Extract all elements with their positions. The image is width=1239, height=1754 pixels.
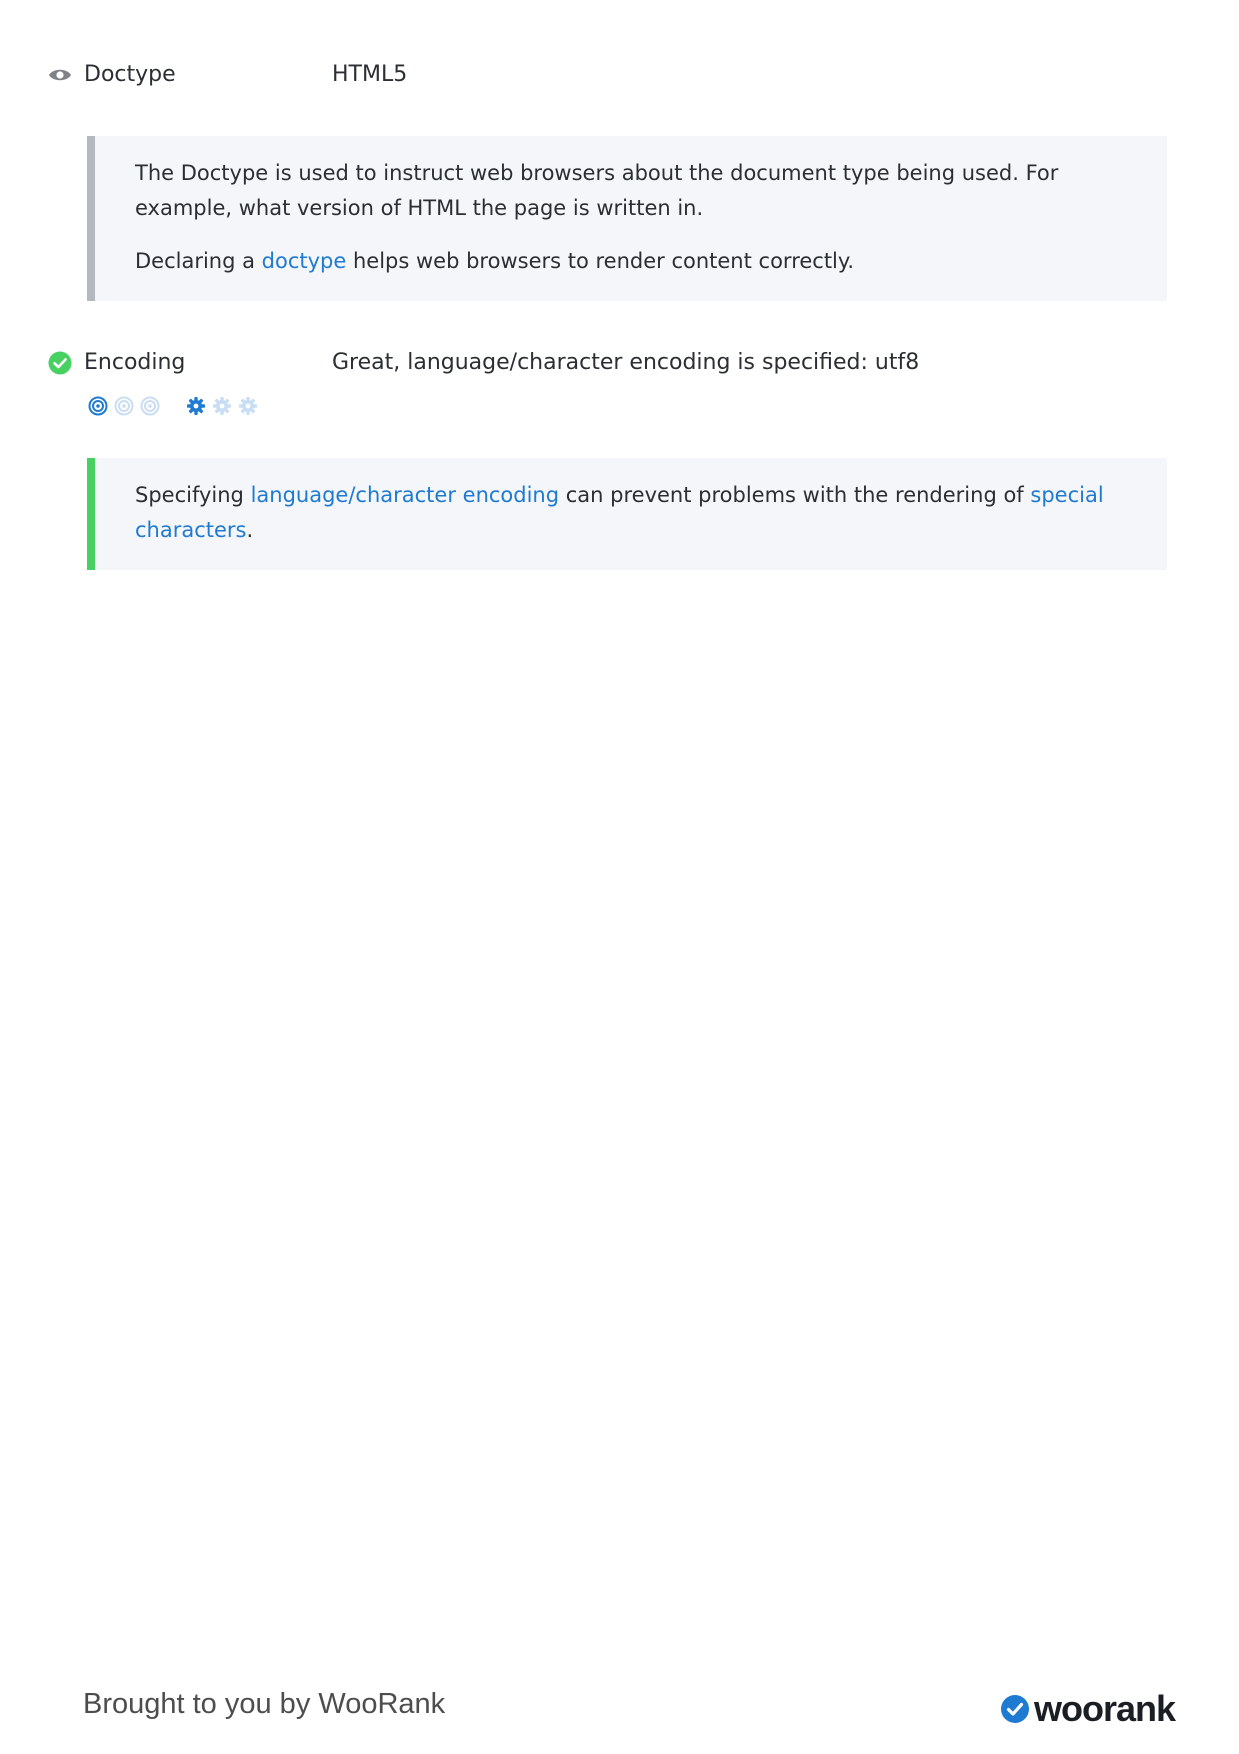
encoding-ratings xyxy=(88,396,258,416)
doctype-link[interactable]: doctype xyxy=(261,249,347,273)
check-circle-icon xyxy=(48,351,72,375)
doctype-info-paragraph-2 xyxy=(135,244,1127,279)
doctype-label: Doctype xyxy=(84,62,176,87)
eye-icon xyxy=(48,63,72,87)
target-icon xyxy=(114,396,134,416)
target-icon xyxy=(88,396,108,416)
encoding-text-after: . xyxy=(246,518,254,542)
encoding-label: Encoding xyxy=(84,350,186,375)
woorank-check-icon xyxy=(1000,1694,1030,1724)
footer-credit: Brought to you by WooRank xyxy=(83,1688,446,1720)
encoding-info-panel xyxy=(87,458,1167,570)
encoding-info-paragraph xyxy=(135,478,1127,548)
encoding-text-before: Specifying xyxy=(135,483,251,507)
gear-icon xyxy=(238,396,258,416)
doctype-text-after: helps web browsers to render content correctly. xyxy=(346,249,855,273)
encoding-value: Great, language/character encoding is specified: utf8 xyxy=(332,350,920,375)
character-encoding-link[interactable]: language/character encoding xyxy=(250,483,560,507)
doctype-info-panel xyxy=(87,136,1167,301)
target-icon xyxy=(140,396,160,416)
gear-icon xyxy=(186,396,206,416)
doctype-text-before: Declaring a xyxy=(135,249,262,273)
special-characters-link[interactable]: special characters xyxy=(135,483,1104,542)
doctype-value: HTML5 xyxy=(332,62,408,87)
doctype-row xyxy=(48,62,407,87)
woorank-logo-text: woorank xyxy=(1034,1688,1176,1729)
doctype-info-paragraph: The Doctype is used to instruct web browsers about the document type being used. For example, what version of HTML the page is written in. xyxy=(135,161,1059,220)
encoding-row xyxy=(48,350,919,375)
gear-icon xyxy=(212,396,232,416)
woorank-logo xyxy=(1000,1688,1175,1730)
encoding-text-middle: can prevent problems with the rendering of xyxy=(559,483,1031,507)
